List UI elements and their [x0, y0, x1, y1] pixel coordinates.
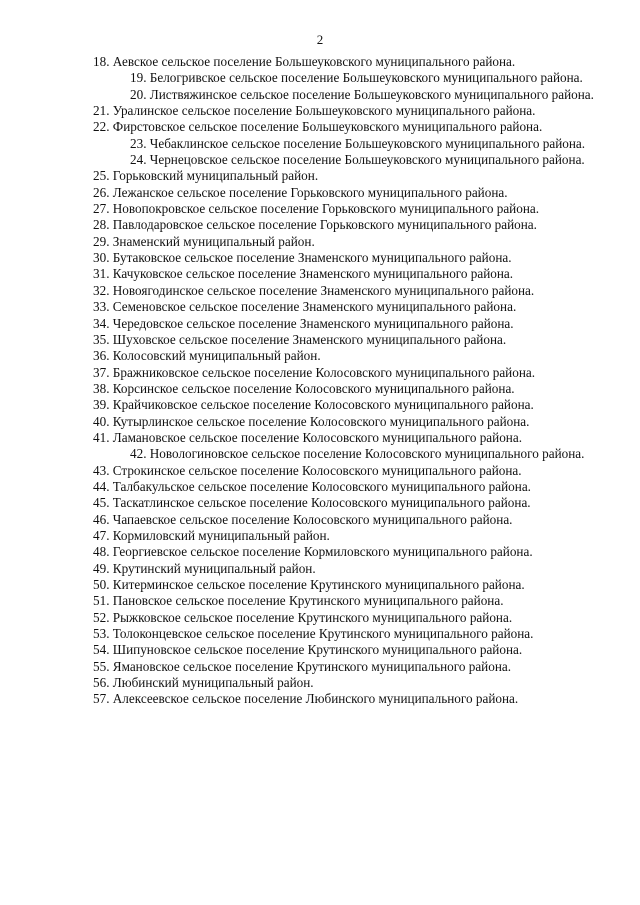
list-item	[0, 561, 640, 577]
item-number: 33.	[93, 299, 110, 315]
item-number: 37.	[93, 364, 110, 380]
list-item	[0, 430, 640, 446]
item-text: Шипуновское сельское поселение Крутинского муниципального района.	[112, 642, 523, 658]
item-text: Чередовское сельское поселение Знаменского муниципального района.	[112, 315, 514, 331]
list-item	[0, 283, 640, 299]
item-text: Листвяжинское сельское поселение Большеуковского муниципального района.	[149, 86, 594, 102]
item-text: Ямановское сельское поселение Крутинского муниципального района.	[112, 658, 512, 674]
list-item	[0, 577, 640, 593]
item-text: Знаменский муниципальный район.	[112, 233, 315, 249]
item-number: 38.	[93, 380, 110, 396]
list-item	[0, 544, 640, 560]
item-number: 45.	[93, 495, 110, 511]
page-number: 2	[316, 32, 324, 47]
item-number: 44.	[93, 478, 110, 494]
list-item	[0, 152, 640, 168]
item-text: Фирстовское сельское поселение Большеуковского муниципального района.	[112, 119, 543, 135]
list-item	[0, 316, 640, 332]
item-text: Кутырлинское сельское поселение Колосовского муниципального района.	[112, 413, 530, 429]
item-text: Новопокровское сельское поселение Горьковского муниципального района.	[112, 201, 540, 217]
list-item	[0, 299, 640, 315]
item-number: 18.	[93, 54, 110, 69]
item-number: 46.	[93, 511, 110, 527]
item-text: Бражниковское сельское поселение Колосовского муниципального района.	[112, 364, 536, 380]
item-text: Чебаклинское сельское поселение Большеуковского муниципального района.	[149, 135, 586, 151]
item-number: 30.	[93, 250, 110, 266]
item-number: 28.	[93, 217, 110, 233]
list-item	[0, 70, 640, 86]
list-item	[0, 54, 640, 70]
item-number: 53.	[93, 626, 110, 642]
item-number: 57.	[93, 691, 110, 707]
item-text: Уралинское сельское поселение Большеуковского муниципального района.	[112, 103, 536, 119]
list-item	[0, 348, 640, 364]
list-item	[0, 495, 640, 511]
item-number: 27.	[93, 201, 110, 217]
item-text: Колосовский муниципальный район.	[112, 348, 321, 364]
list-item	[0, 217, 640, 233]
list-item	[0, 168, 640, 184]
item-text: Китерминское сельское поселение Крутинского муниципального района.	[112, 577, 525, 592]
list-item	[0, 446, 640, 462]
item-text: Качуковское сельское поселение Знаменского муниципального района.	[112, 266, 514, 282]
item-text: Бутаковское сельское поселение Знаменского муниципального района.	[112, 250, 512, 266]
item-text: Талбакульское сельское поселение Колосовского муниципального района.	[112, 478, 531, 494]
item-text: Шуховское сельское поселение Знаменского муниципального района.	[112, 331, 507, 347]
item-text: Крутинский муниципальный район.	[112, 560, 316, 576]
list-item	[0, 626, 640, 642]
item-text: Рыжковское сельское поселение Крутинского муниципального района.	[112, 609, 513, 625]
item-number: 36.	[93, 348, 110, 364]
item-number: 54.	[93, 642, 110, 658]
list-item	[0, 397, 640, 413]
list-item	[0, 266, 640, 282]
item-number: 20.	[130, 86, 147, 102]
list-item	[0, 414, 640, 430]
item-text: Семеновское сельское поселение Знаменского муниципального района.	[112, 299, 517, 315]
list-item	[0, 332, 640, 348]
list-item	[0, 642, 640, 658]
item-number: 26.	[93, 184, 110, 200]
list-item	[0, 610, 640, 626]
list-item	[0, 250, 640, 266]
item-number: 49.	[93, 560, 110, 576]
settlement-list	[0, 54, 640, 708]
item-text: Пановское сельское поселение Крутинского муниципального района.	[112, 593, 504, 609]
item-number: 52.	[93, 609, 110, 625]
item-number: 22.	[93, 119, 110, 135]
item-text: Чапаевское сельское поселение Колосовского муниципального района.	[112, 511, 513, 527]
list-item	[0, 593, 640, 609]
item-number: 47.	[93, 527, 110, 543]
item-number: 39.	[93, 397, 110, 413]
item-number: 25.	[93, 168, 110, 184]
item-number: 43.	[93, 462, 110, 478]
list-item	[0, 103, 640, 119]
item-number: 21.	[93, 103, 110, 119]
item-text: Ламановское сельское поселение Колосовского муниципального района.	[112, 429, 523, 445]
item-number: 42.	[130, 446, 147, 462]
item-number: 40.	[93, 413, 110, 429]
item-text: Горьковский муниципальный район.	[112, 168, 319, 184]
list-item	[0, 119, 640, 135]
item-text: Новоягодинское сельское поселение Знаменского муниципального района.	[112, 282, 535, 298]
item-text: Аевское сельское поселение Большеуковского муниципального района.	[112, 54, 516, 69]
list-item	[0, 185, 640, 201]
list-item	[0, 528, 640, 544]
item-text: Новологиновское сельское поселение Колосовского муниципального района.	[149, 446, 585, 462]
item-text: Чернецовское сельское поселение Большеуковского муниципального района.	[149, 152, 585, 168]
item-number: 32.	[93, 282, 110, 298]
item-number: 50.	[93, 577, 110, 592]
item-number: 41.	[93, 429, 110, 445]
item-number: 29.	[93, 233, 110, 249]
item-text: Георгиевское сельское поселение Кормиловского муниципального района.	[112, 544, 533, 560]
item-number: 34.	[93, 315, 110, 331]
item-number: 19.	[130, 70, 147, 86]
item-number: 23.	[130, 135, 147, 151]
item-number: 56.	[93, 675, 110, 691]
item-number: 55.	[93, 658, 110, 674]
item-number: 48.	[93, 544, 110, 560]
item-text: Павлодаровское сельское поселение Горьковского муниципального района.	[112, 217, 537, 233]
item-number: 35.	[93, 331, 110, 347]
list-item	[0, 234, 640, 250]
list-item	[0, 87, 640, 103]
item-text: Таскатлинское сельское поселение Колосовского муниципального района.	[112, 495, 531, 511]
item-text: Лежанское сельское поселение Горьковского муниципального района.	[112, 184, 508, 200]
list-item	[0, 136, 640, 152]
item-text: Кормиловский муниципальный район.	[112, 527, 330, 543]
item-text: Белогривское сельское поселение Большеуковского муниципального района.	[149, 70, 583, 86]
item-text: Любинский муниципальный район.	[112, 675, 314, 691]
list-item	[0, 675, 640, 691]
item-number: 31.	[93, 266, 110, 282]
list-item	[0, 659, 640, 675]
item-text: Корсинское сельское поселение Колосовского муниципального района.	[112, 380, 515, 396]
list-item	[0, 381, 640, 397]
list-item	[0, 479, 640, 495]
item-number: 24.	[130, 152, 147, 168]
list-item	[0, 512, 640, 528]
item-text: Толоконцевское сельское поселение Крутинского муниципального района.	[112, 626, 534, 642]
item-text: Строкинское сельское поселение Колосовского муниципального района.	[112, 462, 522, 478]
list-item	[0, 463, 640, 479]
list-item	[0, 691, 640, 707]
list-item	[0, 365, 640, 381]
item-number: 51.	[93, 593, 110, 609]
item-text: Крайчиковское сельское поселение Колосовского муниципального района.	[112, 397, 534, 413]
list-item	[0, 201, 640, 217]
item-text: Алексеевское сельское поселение Любинского муниципального района.	[112, 691, 519, 707]
